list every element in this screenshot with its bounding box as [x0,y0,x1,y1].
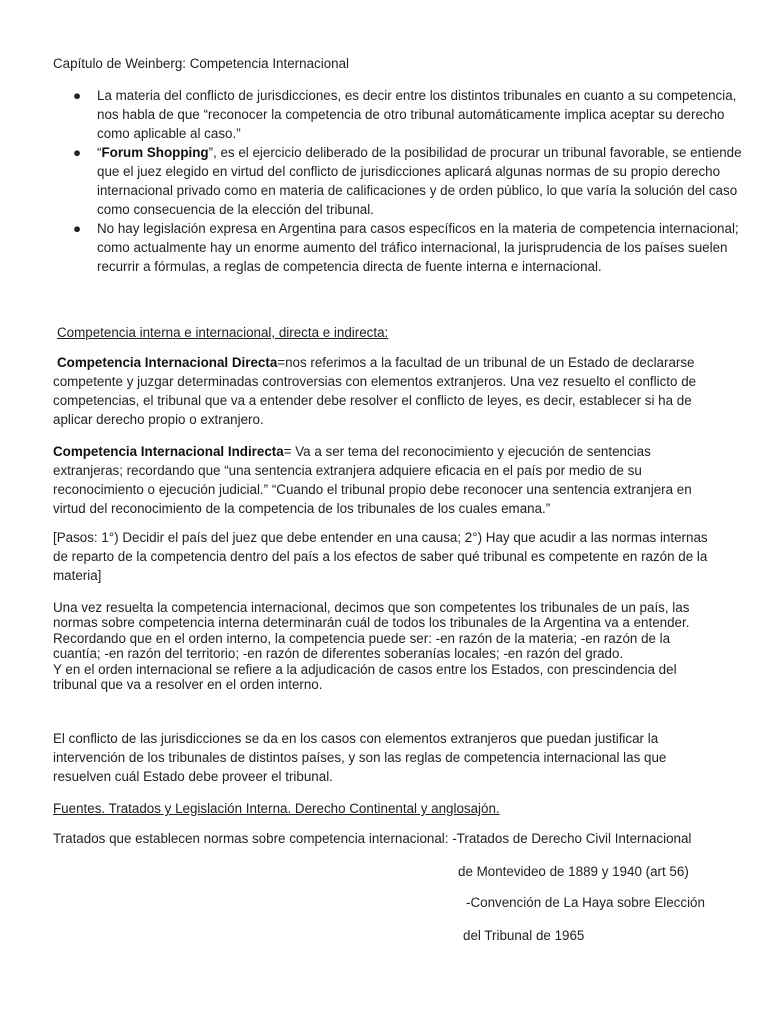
bullet-item-conflicto [73,86,759,143]
bullet-text: La materia del conflicto de jurisdicciones, es decir entre los distintos tribunales en cuanto a su competencia, nos habla de que “reconocer la competencia de otro tribunal automáticamente implica aceptar su derecho como aplicable al caso.” [97,88,737,141]
tratados-tribunal: del Tribunal de 1965 [463,928,585,943]
section-heading-fuentes: Fuentes. Tratados y Legislación Interna. Derecho Continental y anglosajón. [53,801,500,816]
definition-indirecta: = Va a ser tema del reconocimiento y ejecución de sentencias extranjeras; recordando que “una sentencia extranjera adquiere eficacia en el país por medio de su reconocimiento o ejecución judicial.” “Cuando el tribunal propio debe reconocer una sentencia extranjera en virtud del reconocimiento de la competencia de los tribunales de los cuales emana.” [53,444,692,516]
document-title: Capítulo de Weinberg: Competencia Internacional [53,56,350,71]
term-directa: Competencia Internacional Directa [57,355,278,370]
bullet-item-forum-shopping [73,143,759,219]
bullet-text: No hay legislación expresa en Argentina para casos específicos en la materia de competencia internacional; como actualmente hay un enorme aumento del tráfico internacional, la jurisprudencia de los países suelen recurrir a fórmulas, a reglas de competencia directa de fuente interna e internacional. [97,221,739,274]
paragraph-competencia-interna [53,600,715,692]
bullet-icon: ● [73,88,82,103]
paragraph-conflicto-jurisdicciones: El conflicto de las jurisdicciones se da en los casos con elementos extranjeros que puedan justificar la intervención de los tribunales de distintos países, y son las reglas de competencia internacional las que resuelven cuál Estado debe proveer el tribunal. [53,731,667,784]
bullet-icon: ● [73,145,82,160]
paragraph-directa [53,353,715,429]
section-heading-competencia: Competencia interna e internacional, directa e indirecta: [57,325,389,340]
paragraph-tratados: Tratados que establecen normas sobre competencia internacional: -Tratados de Derecho Civil Internacional [53,831,692,846]
bullet-list [53,86,759,276]
bullet-prefix: “ [97,145,102,160]
bullet-icon: ● [73,221,82,236]
paragraph-line: Una vez resuelta la competencia internacional, decimos que son competentes los tribunales de un país, las normas sobre competencia interna determinarán cuál de todos los tribunales de la Argentina va a entender. [53,600,690,631]
paragraph-line: Recordando que en el orden interno, la competencia puede ser: -en razón de la materia; -en razón de la cuantía; -en razón del territorio; -en razón de diferentes soberanías locales; -en razón del grado. [53,630,671,662]
definition-directa: =nos referimos a la facultad de un tribunal de un Estado de declararse competente y juzgar determinadas controversias con elementos extranjeros. Una vez resuelto el conflicto de competencias, el tribunal que va a entender debe resolver el conflicto de leyes, es decir, establecer si ha de aplicar derecho propio o extranjero. [53,355,697,427]
paragraph-pasos: [Pasos: 1°) Decidir el país del juez que debe entender en una causa; 2°) Hay que acudir a las normas internas de reparto de la competencia dentro del país a los efectos de saber qué tribunal es competente en razón de la materia] [53,530,708,583]
bullet-item-legislacion [73,219,759,276]
term-indirecta: Competencia Internacional Indirecta [53,444,284,459]
paragraph-line: Y en el orden internacional se refiere a la adjudicación de casos entre los Estados, con prescindencia del tribunal que va a resolver en el orden interno. [53,661,677,693]
bullet-text: ”, es el ejercicio deliberado de la posibilidad de procurar un tribunal favorable, se entiende que el juez elegido en virtud del conflicto de jurisdicciones aplicará algunas normas de su propio derecho internacional privado como en materia de calificaciones y de orden público, lo que varía la solución del caso como consecuencia de la elección del tribunal. [97,145,742,217]
tratados-convencion: -Convención de La Haya sobre Elección [466,895,705,910]
paragraph-indirecta [53,442,715,518]
tratados-montevideo: de Montevideo de 1889 y 1940 (art 56) [458,864,689,879]
bullet-bold-term: Forum Shopping [101,145,209,160]
